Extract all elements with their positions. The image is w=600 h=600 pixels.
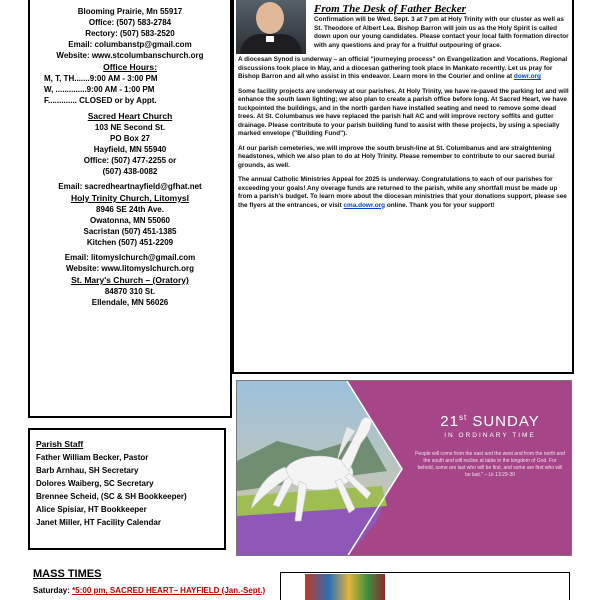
st-marys-header: St. Mary's Church – (Oratory) xyxy=(71,275,189,285)
mass-time: *5:00 pm, SACRED HEART– HAYFIELD (Jan.-Sept.) xyxy=(72,586,266,595)
contact-line: Rectory: (507) 583-2520 xyxy=(85,29,175,38)
pastor-column xyxy=(232,0,574,374)
contact-line[interactable]: Email: sacredheartnayfield@gfhat.net xyxy=(58,182,202,191)
contact-line[interactable]: Email: litomyslchurch@gmail.com xyxy=(64,253,196,262)
contact-line[interactable]: Website: www.stcolumbanschurch.org xyxy=(56,51,204,60)
office-hours-header: Office Hours: xyxy=(103,62,157,72)
poster-subtitle: IN ORDINARY TIME xyxy=(444,432,536,439)
contact-line: Hayfield, MN 55940 xyxy=(93,145,167,154)
staff-member: Brennee Scheid, (SC & SH Bookkeeper) xyxy=(36,492,187,501)
hours-row: M, T, TH.......9:00 AM - 3:00 PM xyxy=(44,74,158,83)
parish-contact-box xyxy=(28,0,232,418)
article-text: online. Thank you for your support! xyxy=(386,201,495,209)
contact-line: Office: (507) 583-2784 xyxy=(88,18,172,27)
article-paragraph: Some facility projects are underway at our parishes. At Holy Trinity, we have re-paved the parking lot and will enhance the south lawn lighting; we also plan to create a parish office before long. At Sacred Heart, we have tuckpointed the buildings, and in the north garden have installed seating and need to remove some dead trees. At St. Columbanus we have replaced the parish hall AC and will improve rectory soffits and gutter drainage. Please contribute to your parish building fund to assist with these projects, by using a specially marked envelope ("Building Fund"). xyxy=(238,87,569,137)
article-paragraph xyxy=(238,176,572,210)
contact-line[interactable]: Email: columbanstp@gmail.com xyxy=(68,40,192,49)
holy-trinity-header: Holy Trinity Church, Litomysl xyxy=(70,193,190,203)
mass-day: Saturday: xyxy=(33,586,70,595)
contact-line: PO Box 27 xyxy=(109,134,150,143)
article-paragraph: Confirmation will be Wed. Sept. 3 at 7 pm at Holy Trinity with our cluster as well as St. Theodore of Albert Lea. Bishop Barron will join us as the Holy Spirit is called down upon our young candidates. Please contact your local faith formation director with any questions and pray for a fruitful outpouring of grace. xyxy=(314,16,569,49)
contact-line: 84870 310 St. xyxy=(104,287,156,296)
synod-link[interactable]: dowr.org xyxy=(513,73,541,80)
sacred-heart-header: Sacred Heart Church xyxy=(87,111,173,121)
article-text: A diocesan Synod is underway – an official "journeying process" on Evangelization and Vocations. Regional discussions took place in May, and a diocesan gathering took place in Mankato recently. Let us pray for Bishop Barron and all who assist in this endeavor. Learn more in the Courier and online at xyxy=(238,56,568,80)
poster-verse: People will come from the east and the west and from the north and the south and will recline at table in the kingdom of God. For behold, some are last who will be first, and some are first who will be last." – Lk 13:29-30 xyxy=(415,451,565,478)
mass-times-title: MASS TIMES xyxy=(33,568,102,580)
staff-title: Parish Staff xyxy=(36,439,84,449)
poster-title: 21st SUNDAY xyxy=(440,413,540,430)
contact-line: Owatonna, MN 55060 xyxy=(89,216,171,225)
hours-row: W, ..............9:00 AM - 1:00 PM xyxy=(44,85,155,94)
article-text: The annual Catholic Ministries Appeal for 2025 is underway. Congratulations to each of our parishes for exceeding your goals! Any overage funds are returned to the parish, while any shortfall must be made up from a parish's budget. To learn more about the diocesan ministries that your donations support, please see the flyers at the entrances, or visit xyxy=(238,176,567,209)
contact-line: Sacristan (507) 451-1385 xyxy=(83,227,177,236)
sunday-poster xyxy=(236,380,572,556)
article-paragraph: At our parish cemeteries, we will improve the south brush-line at St. Columbanus and are straightening headstones, which we also plan to do at Holy Trinity. Please remember to contribute to our sacred burial grounds, as well. xyxy=(238,144,555,169)
poster-text xyxy=(415,413,565,479)
staff-member: Alice Spisiar, HT Bookkeeper xyxy=(36,505,147,514)
contact-line[interactable]: Website: www.litomyslchurch.org xyxy=(65,264,195,273)
contact-line: 8946 SE 24th Ave. xyxy=(96,205,164,214)
contact-line: (507) 438-0082 xyxy=(102,167,158,176)
staff-member: Barb Arnhau, SH Secretary xyxy=(36,466,139,475)
hours-row: F............. CLOSED or by Appt. xyxy=(44,96,157,105)
mass-times-row xyxy=(33,586,265,595)
staff-member: Janet Miller, HT Facility Calendar xyxy=(36,518,161,527)
contact-line: Ellendale, MN 56026 xyxy=(91,298,169,307)
contact-line: Blooming Prairie, Mn 55917 xyxy=(77,7,183,16)
staff-member: Father William Becker, Pastor xyxy=(36,453,149,462)
cma-link[interactable]: cma.dowr.org xyxy=(343,201,386,209)
pastor-heading: From The Desk of Father Becker xyxy=(314,3,466,15)
contact-line: Kitchen (507) 451-2209 xyxy=(86,238,174,247)
contact-line: 103 NE Second St. xyxy=(94,123,166,132)
staff-member: Dolores Waiberg, SC Secretary xyxy=(36,479,154,488)
article-paragraph xyxy=(238,56,572,82)
stained-glass-image xyxy=(305,574,385,600)
contact-line: Office: (507) 477-2255 or xyxy=(83,156,177,165)
parish-staff-box xyxy=(28,428,226,550)
pastor-article xyxy=(238,16,572,216)
